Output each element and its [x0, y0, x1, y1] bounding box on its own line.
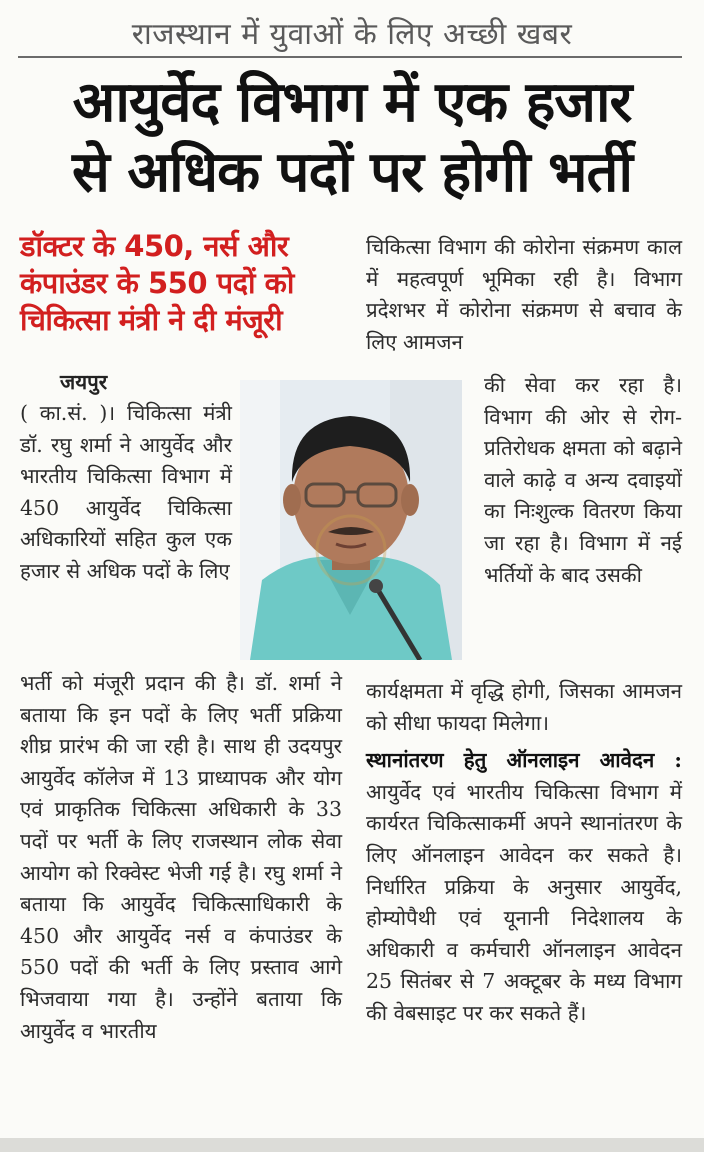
kicker-text: राजस्थान में युवाओं के लिए अच्छी खबर: [131, 17, 573, 52]
headline-line-1: आयुर्वेद विभाग में एक हजार: [72, 70, 632, 135]
subhead-line-2: कंपाउंडर के 550 पदों को: [20, 266, 294, 300]
section-paragraph: [366, 745, 682, 1029]
article-column-right-top: [366, 232, 682, 358]
dateline: जयपुर: [60, 370, 108, 394]
minister-photo: [240, 380, 462, 660]
subheadline: [20, 228, 340, 339]
portrait-photo-icon: [240, 380, 462, 660]
article-paragraph: की सेवा कर रहा है। विभाग की ओर से रोग-प्रतिरोधक क्षमता को बढ़ाने वाले काढ़े व अन्य दवाइयों का निःशुल्क वितरण किया जा रहा है। विभाग में नई भर्तियों के बाद उसकी: [484, 373, 682, 587]
kicker-divider: [18, 56, 682, 58]
subhead-line-3: चिकित्सा मंत्री ने दी मंजूरी: [20, 303, 283, 337]
section-body: आयुर्वेद एवं भारतीय चिकित्सा विभाग में कार्यरत चिकित्साकर्मी अपने स्थानांतरण के लिए ऑनलाइन आवेदन कर सकते है। निर्धारित प्रक्रिया के अनुसार आयुर्वेद, होम्योपैथी एवं यूनानी निदेशालय के अधिकारी व कर्मचारी ऑनलाइन आवेदन 25 सितंबर से 7 अक्टूबर के मध्य विभाग की वेबसाइट पर कर सकते हैं।: [366, 779, 682, 1025]
article-paragraph: चिकित्सा विभाग की कोरोना संक्रमण काल में महत्वपूर्ण भूमिका रही है। विभाग प्रदेशभर में कोरोना संक्रमण से बचाव के लिए आमजन: [366, 235, 682, 354]
article-paragraph: कार्यक्षमता में वृद्धि होगी, जिसका आमजन को सीधा फायदा मिलेगा।: [366, 679, 682, 735]
article-paragraph: भर्ती को मंजूरी प्रदान की है। डॉ. शर्मा ने बताया कि इन पदों के लिए भर्ती प्रक्रिया शीघ्र प्रारंभ की जा रही है। साथ ही उदयपुर आयुर्वेद कॉलेज में 13 प्राध्यापक और योग एवं प्राकृतिक चिकित्सा अधिकारी के 33 पदों पर भर्ती के लिए राजस्थान लोक सेवा आयोग को रिक्वेस्ट भेजी गई है। रघु शर्मा ने बताया कि आयुर्वेद चिकित्साधिकारी के 450 और आयुर्वेद नर्स व कंपाउंडर के 550 पदों की भर्ती के लिए प्रस्ताव आगे भिजवाया गया है। उन्होंने बताया कि आयुर्वेद व भारतीय: [20, 671, 342, 1043]
article-column-left-bottom: [20, 668, 342, 1047]
article-column-right-mid: [484, 370, 682, 591]
section-heading: स्थानांतरण हेतु ऑनलाइन आवेदन :: [366, 748, 682, 773]
headline-line-2: से अधिक पदों पर होगी भर्ती: [72, 140, 632, 205]
article-column-left-top: [20, 398, 232, 588]
article-column-right-bottom: [366, 676, 682, 1030]
headline: [10, 68, 694, 208]
article-paragraph: ( का.सं. )। चिकित्सा मंत्री डॉ. रघु शर्मा ने आयुर्वेद और भारतीय चिकित्सा विभाग में 450 आयुर्वेद चिकित्सा अधिकारियों सहित कुल एक हजार से अधिक पदों के लिए: [20, 401, 232, 583]
page-bottom-edge: [0, 1138, 704, 1152]
subhead-line-1: डॉक्टर के 450, नर्स और: [20, 229, 289, 263]
